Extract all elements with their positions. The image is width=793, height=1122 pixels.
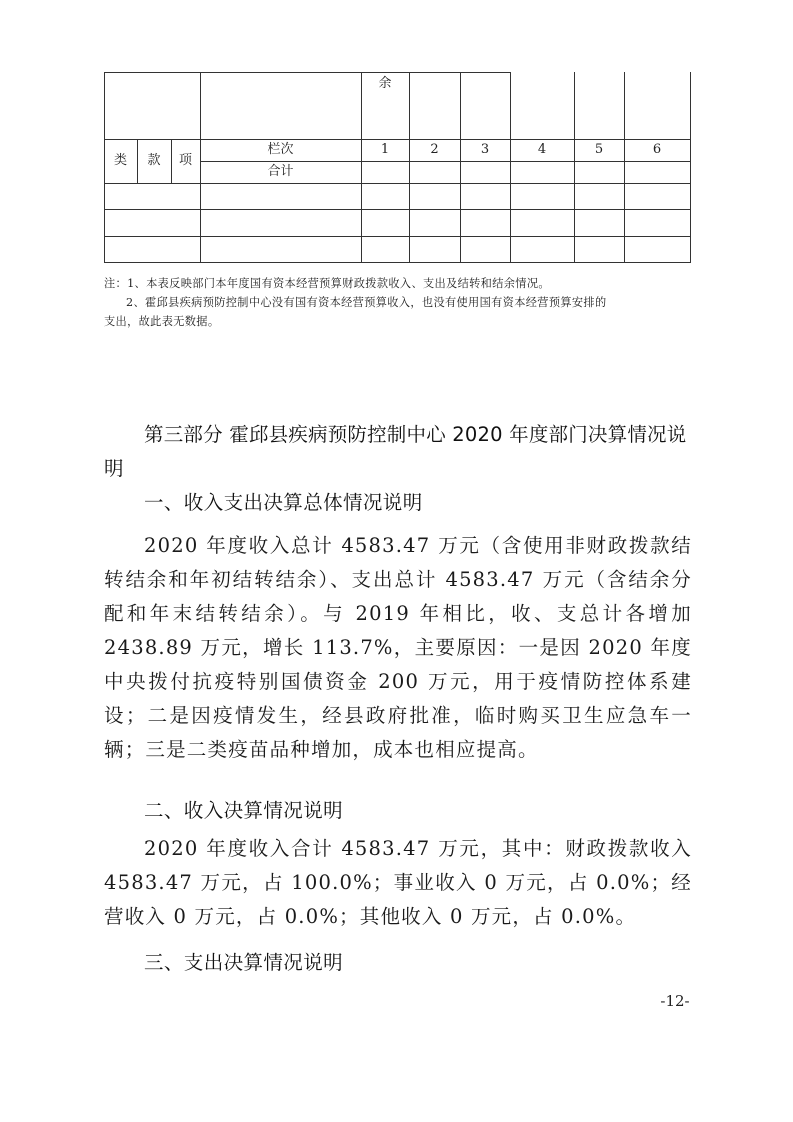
- table-line-col-6: [624, 72, 625, 263]
- table-line-col-2: [409, 72, 410, 263]
- header-fragment-yu: 余: [378, 76, 392, 91]
- paragraph-income-expense-overview: 2020 年度收入总计 4583.47 万元（含使用非财政拨款结转结余和年初结转结余）、支出总计 4583.47 万元（含结余分配和年末结转结余）。与 2019 年相比，收、支总计各增加 2438.89 万元，增长 113.7%，主要原因：一是因 2020 年度中央拨付抗疫特别国债资金 200 万元，用于疫情防控体系建设；二是因疫情发生，经县政府批准，临时购买卫生应急车一辆；三是二类疫苗品种增加，成本也相应提高。: [104, 534, 692, 761]
- header-class: 类: [113, 153, 127, 168]
- column-number-5: 5: [594, 142, 604, 157]
- heading-income-expense-overview: 一、收入支出决算总体情况说明: [144, 491, 423, 514]
- row-label-total: 合计: [267, 164, 294, 179]
- table-line-col-3: [460, 72, 461, 263]
- header-xiang: 项: [178, 153, 192, 168]
- table-line-total-row: [104, 183, 691, 184]
- table-note-2-line-2: 支出，故此表无数据。: [104, 315, 220, 328]
- table-note-2-line-1: 2、霍邱县疾病预防控制中心没有国有资本经营预算收入，也没有使用国有资本经营预算安排的: [126, 296, 607, 309]
- table-note-1: 注：1、本表反映部门本年度国有资本经营预算财政拨款收入、支出及结转和结余情况。: [104, 277, 550, 290]
- table-line-header-bottom: [104, 139, 691, 140]
- column-number-2: 2: [430, 142, 439, 157]
- column-number-1: 1: [380, 142, 390, 157]
- header-kuan: 款: [147, 153, 161, 168]
- part-title: 第三部分 霍邱县疾病预防控制中心 2020 年度部门决算情况说明: [104, 423, 687, 480]
- table-border-bottom: [104, 262, 691, 263]
- column-number-4: 4: [537, 142, 547, 157]
- table-line-col-5: [574, 72, 575, 263]
- table-border-top: [104, 72, 511, 73]
- column-number-6: 6: [652, 142, 662, 157]
- table-line-index-row: [200, 161, 691, 162]
- table-line-row-2: [104, 236, 691, 237]
- table-line-col-1: [361, 72, 362, 263]
- table-line-row-1: [104, 209, 691, 210]
- column-number-3: 3: [480, 142, 490, 157]
- table-border-right: [690, 72, 691, 263]
- heading-expense-details: 三、支出决算情况说明: [144, 951, 344, 974]
- page-number: -12-: [660, 992, 690, 1010]
- paragraph-income-details: 2020 年度收入合计 4583.47 万元，其中：财政拨款收入 4583.47 万元，占 100.0%；事业收入 0 万元，占 0.0%；经营收入 0 万元，占 0.0%；其他收入 0 万元，占 0.0%。: [104, 837, 692, 928]
- row-label-column-index: 栏次: [267, 142, 294, 157]
- table-line-col-4: [510, 72, 511, 263]
- heading-income-details: 二、收入决算情况说明: [144, 799, 344, 822]
